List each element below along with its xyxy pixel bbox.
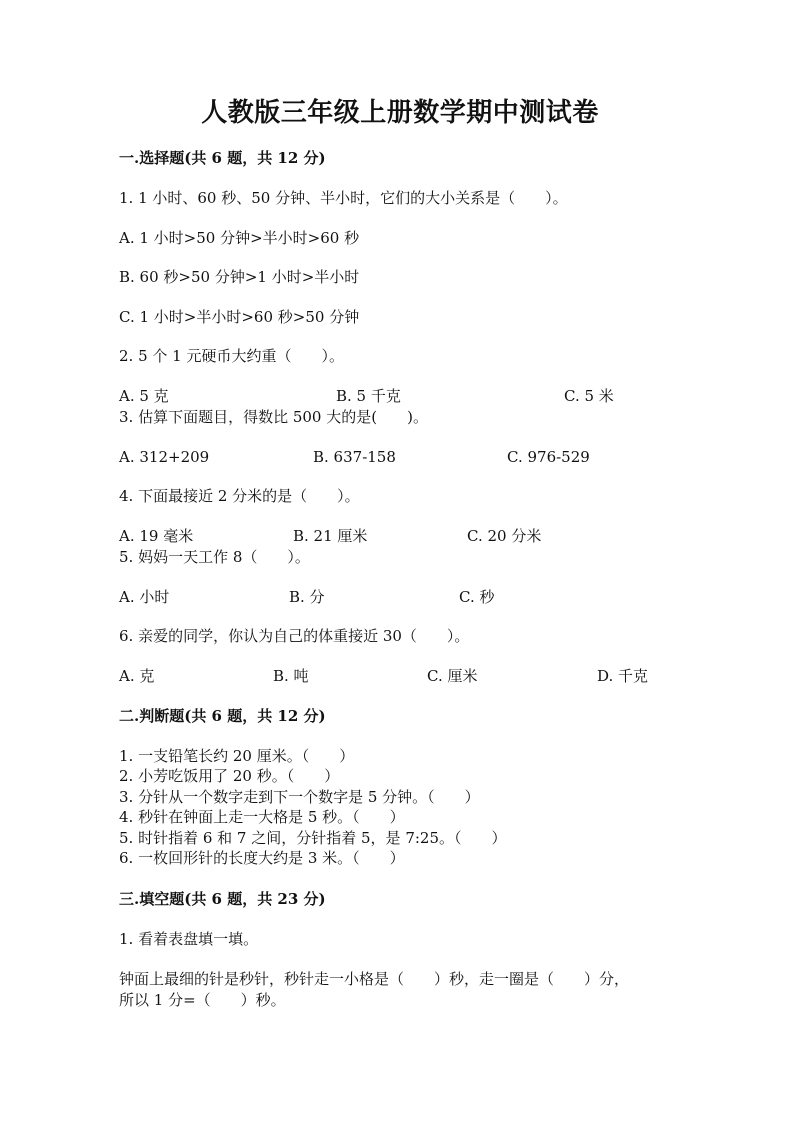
option-text: A. 312+209 <box>119 448 210 466</box>
option-text: B. 637-158 <box>313 448 396 466</box>
option-text: A. 5 克 <box>119 387 169 405</box>
option-text: A. 克 <box>119 667 155 685</box>
option-text: B. 5 千克 <box>336 387 401 405</box>
option-text: A. 1 小时>50 分钟>半小时>60 秒 <box>119 229 360 247</box>
option-text: A. 19 毫米 <box>119 527 194 545</box>
judge-item: 3. 分针从一个数字走到下一个数字是 5 分钟。（ ） <box>119 788 480 806</box>
question-stem: 4. 下面最接近 2 分米的是（ ）。 <box>119 487 360 505</box>
option-text: C. 秒 <box>459 588 495 606</box>
question-text-line: 钟面上最细的针是秒针，秒针走一小格是（ ）秒，走一圈是（ ）分， <box>119 970 630 988</box>
question-text-line: 所以 1 分=（ ）秒。 <box>119 991 286 1009</box>
section-heading-judge: 二.判断题(共 6 题，共 12 分) <box>119 707 326 725</box>
judge-item: 1. 一支铅笔长约 20 厘米。（ ） <box>119 747 355 765</box>
section-heading-choice: 一.选择题(共 6 题，共 12 分) <box>119 149 326 167</box>
option-text: B. 分 <box>289 588 325 606</box>
question-stem: 6. 亲爱的同学，你认为自己的体重接近 30（ ）。 <box>119 627 470 645</box>
question-stem: 1. 1 小时、60 秒、50 分钟、半小时，它们的大小关系是（ ）。 <box>119 189 568 207</box>
question-stem: 3. 估算下面题目，得数比 500 大的是( )。 <box>119 408 428 426</box>
option-text: D. 千克 <box>597 667 649 685</box>
option-text: B. 60 秒>50 分钟>1 小时>半小时 <box>119 268 360 286</box>
judge-item: 5. 时针指着 6 和 7 之间，分针指着 5，是 7:25。（ ） <box>119 829 507 847</box>
judge-item: 2. 小芳吃饭用了 20 秒。（ ） <box>119 767 340 785</box>
section-heading-fill: 三.填空题(共 6 题，共 23 分) <box>119 890 326 908</box>
option-text: C. 厘米 <box>427 667 478 685</box>
judge-item: 6. 一枚回形针的长度大约是 3 米。（ ） <box>119 849 405 867</box>
option-text: C. 1 小时>半小时>60 秒>50 分钟 <box>119 308 360 326</box>
page-title: 人教版三年级上册数学期中测试卷 <box>201 98 599 128</box>
question-stem: 5. 妈妈一天工作 8（ ）。 <box>119 548 310 566</box>
question-stem: 2. 5 个 1 元硬币大约重（ ）。 <box>119 347 344 365</box>
option-text: B. 21 厘米 <box>293 527 368 545</box>
question-stem: 1. 看着表盘填一填。 <box>119 930 259 948</box>
option-text: B. 吨 <box>273 667 309 685</box>
judge-item: 4. 秒针在钟面上走一大格是 5 秒。（ ） <box>119 808 405 826</box>
option-text: C. 976-529 <box>507 448 590 466</box>
option-text: C. 20 分米 <box>467 527 542 545</box>
option-text: C. 5 米 <box>564 387 614 405</box>
option-text: A. 小时 <box>119 588 170 606</box>
